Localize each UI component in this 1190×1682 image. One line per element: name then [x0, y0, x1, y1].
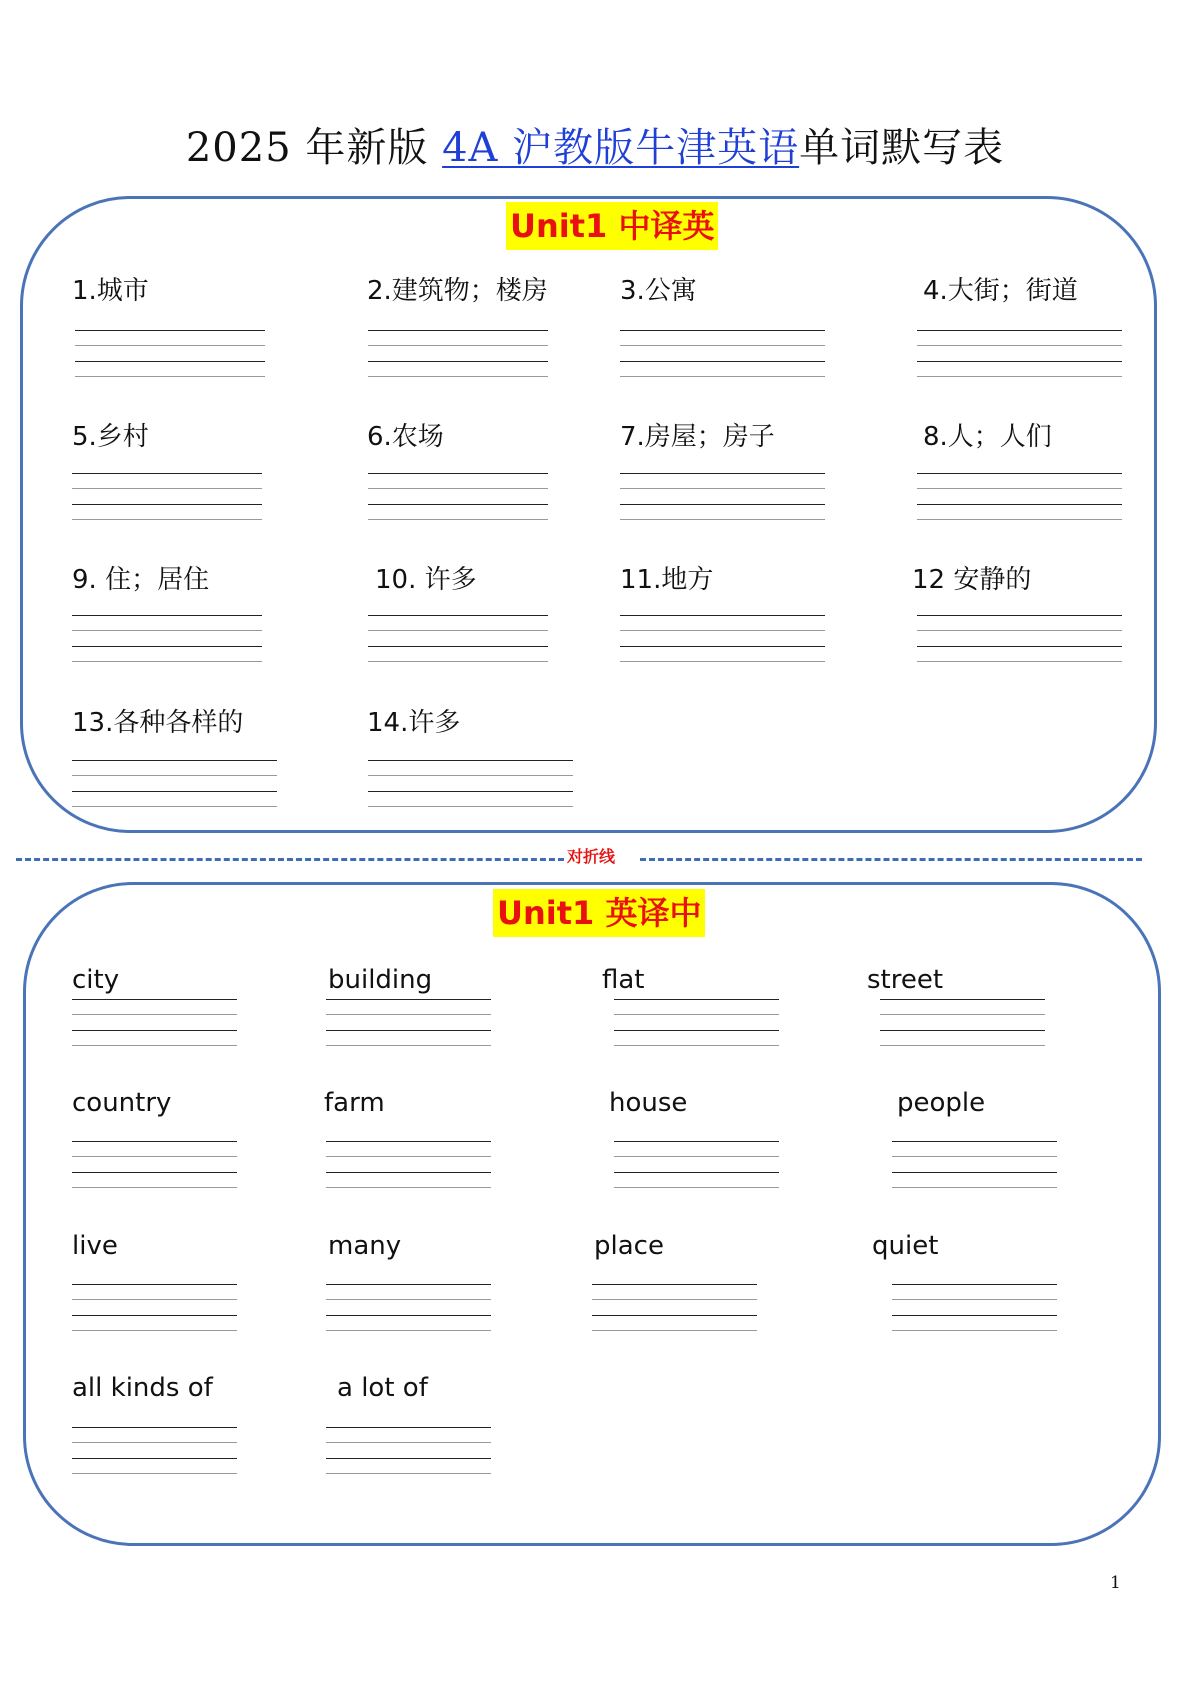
section1-item-4-label: 4.大街；街道	[923, 276, 1078, 306]
write-line	[326, 1458, 491, 1459]
write-line	[892, 1284, 1057, 1285]
write-line	[326, 1156, 491, 1157]
section2-item-7-label: house	[609, 1088, 688, 1118]
fold-line-right	[640, 858, 1142, 861]
write-line	[368, 330, 548, 331]
write-line	[72, 488, 262, 489]
write-line	[592, 1330, 757, 1331]
section1-item-1-label: 1.城市	[72, 276, 149, 306]
write-line	[72, 775, 277, 776]
write-line	[614, 999, 779, 1000]
section2-item-4-label: street	[867, 965, 944, 995]
write-line	[620, 330, 825, 331]
write-line	[72, 1330, 237, 1331]
section1-item-11-answer-lines[interactable]	[620, 615, 825, 663]
write-line	[368, 361, 548, 362]
section2-item-3-label: flat	[602, 965, 645, 995]
section1-item-5-answer-lines[interactable]	[72, 473, 262, 521]
write-line	[368, 775, 573, 776]
write-line	[620, 376, 825, 377]
write-line	[72, 1284, 237, 1285]
write-line	[72, 760, 277, 761]
section1-item-10-answer-lines[interactable]	[368, 615, 548, 663]
write-line	[368, 504, 548, 505]
write-line	[368, 661, 548, 662]
write-line	[614, 1187, 779, 1188]
write-line	[326, 1427, 491, 1428]
section1-item-3-label: 3.公寓	[620, 276, 697, 306]
fold-line-left	[16, 858, 564, 861]
title-highlight: 4A 沪教版牛津英语	[442, 125, 800, 171]
write-line	[620, 661, 825, 662]
write-line	[75, 330, 265, 331]
write-line	[326, 1187, 491, 1188]
section1-item-10-label: 10. 许多	[375, 565, 477, 595]
write-line	[917, 646, 1122, 647]
write-line	[72, 661, 262, 662]
write-line	[614, 1045, 779, 1046]
section2-item-10-label: many	[328, 1231, 402, 1261]
write-line	[368, 473, 548, 474]
write-line	[326, 1442, 491, 1443]
write-line	[72, 1014, 237, 1015]
section1-item-2-answer-lines[interactable]	[368, 330, 548, 378]
write-line	[892, 1299, 1057, 1300]
write-line	[880, 1045, 1045, 1046]
write-line	[620, 646, 825, 647]
section1-item-6-label: 6.农场	[367, 422, 444, 452]
section1-item-8-answer-lines[interactable]	[917, 473, 1122, 521]
write-line	[917, 330, 1122, 331]
section2-item-1-answer-lines[interactable]	[72, 999, 237, 1047]
section1-item-14-answer-lines[interactable]	[368, 760, 573, 808]
write-line	[72, 1473, 237, 1474]
write-line	[326, 1172, 491, 1173]
write-line	[917, 519, 1122, 520]
write-line	[326, 999, 491, 1000]
write-line	[592, 1299, 757, 1300]
section2-item-4-answer-lines[interactable]	[880, 999, 1045, 1047]
section1-item-8-label: 8.人；人们	[923, 422, 1052, 452]
section1-item-13-answer-lines[interactable]	[72, 760, 277, 808]
write-line	[614, 1014, 779, 1015]
section2-item-14-answer-lines[interactable]	[326, 1427, 491, 1475]
write-line	[620, 345, 825, 346]
write-line	[326, 1330, 491, 1331]
write-line	[620, 488, 825, 489]
write-line	[75, 345, 265, 346]
section1-item-9-answer-lines[interactable]	[72, 615, 262, 663]
write-line	[592, 1284, 757, 1285]
write-line	[880, 1014, 1045, 1015]
section1-item-7-label: 7.房屋；房子	[620, 422, 775, 452]
write-line	[614, 1172, 779, 1173]
write-line	[368, 345, 548, 346]
write-line	[892, 1156, 1057, 1157]
write-line	[72, 806, 277, 807]
section2-item-2-answer-lines[interactable]	[326, 999, 491, 1047]
section2-item-7-answer-lines[interactable]	[614, 1141, 779, 1189]
write-line	[620, 361, 825, 362]
section2-item-9-answer-lines[interactable]	[72, 1284, 237, 1332]
section1-heading: Unit1 中译英	[506, 202, 718, 250]
title-part2: 单词默写表	[799, 125, 1005, 171]
write-line	[72, 1045, 237, 1046]
write-line	[72, 1187, 237, 1188]
section1-item-12-label: 12 安静的	[912, 565, 1032, 595]
write-line	[72, 615, 262, 616]
section1-item-6-answer-lines[interactable]	[368, 473, 548, 521]
write-line	[368, 615, 548, 616]
write-line	[614, 1141, 779, 1142]
section2-item-2-label: building	[328, 965, 433, 995]
write-line	[72, 1442, 237, 1443]
write-line	[917, 345, 1122, 346]
section1-item-1-answer-lines[interactable]	[75, 330, 265, 378]
write-line	[326, 1141, 491, 1142]
section1-item-9-label: 9. 住；居住	[72, 565, 210, 595]
write-line	[368, 630, 548, 631]
write-line	[72, 473, 262, 474]
write-line	[72, 1141, 237, 1142]
write-line	[620, 519, 825, 520]
write-line	[368, 376, 548, 377]
fold-label: 对折线	[567, 847, 616, 866]
write-line	[917, 488, 1122, 489]
write-line	[72, 791, 277, 792]
write-line	[620, 630, 825, 631]
section2-item-12-answer-lines[interactable]	[892, 1284, 1057, 1332]
write-line	[326, 1315, 491, 1316]
section2-item-11-answer-lines[interactable]	[592, 1284, 757, 1332]
section2-item-8-answer-lines[interactable]	[892, 1141, 1057, 1189]
write-line	[880, 999, 1045, 1000]
write-line	[72, 999, 237, 1000]
write-line	[620, 615, 825, 616]
write-line	[892, 1141, 1057, 1142]
section2-item-9-label: live	[72, 1231, 118, 1261]
write-line	[75, 361, 265, 362]
write-line	[75, 376, 265, 377]
write-line	[368, 488, 548, 489]
page-number: 1	[1110, 1573, 1121, 1593]
write-line	[326, 1473, 491, 1474]
write-line	[368, 791, 573, 792]
section2-item-8-label: people	[897, 1088, 986, 1118]
write-line	[614, 1030, 779, 1031]
write-line	[892, 1172, 1057, 1173]
write-line	[917, 361, 1122, 362]
write-line	[917, 630, 1122, 631]
section1-item-7-answer-lines[interactable]	[620, 473, 825, 521]
section1-item-5-label: 5.乡村	[72, 422, 149, 452]
write-line	[917, 615, 1122, 616]
section1-item-4-answer-lines[interactable]	[917, 330, 1122, 378]
section1-item-12-answer-lines[interactable]	[917, 615, 1122, 663]
write-line	[72, 1458, 237, 1459]
write-line	[72, 646, 262, 647]
section2-item-1-label: city	[72, 965, 120, 995]
section2-item-6-answer-lines[interactable]	[326, 1141, 491, 1189]
write-line	[620, 504, 825, 505]
write-line	[368, 806, 573, 807]
write-line	[72, 1315, 237, 1316]
section1-item-3-answer-lines[interactable]	[620, 330, 825, 378]
write-line	[326, 1045, 491, 1046]
write-line	[72, 1427, 237, 1428]
section2-item-11-label: place	[594, 1231, 664, 1261]
section2-item-10-answer-lines[interactable]	[326, 1284, 491, 1332]
section1-item-11-label: 11.地方	[620, 565, 714, 595]
write-line	[326, 1014, 491, 1015]
section1-item-13-label: 13.各种各样的	[72, 708, 244, 738]
write-line	[72, 630, 262, 631]
write-line	[72, 1299, 237, 1300]
page-title	[0, 122, 1190, 174]
write-line	[368, 760, 573, 761]
write-line	[917, 504, 1122, 505]
write-line	[72, 1156, 237, 1157]
write-line	[368, 646, 548, 647]
write-line	[72, 519, 262, 520]
write-line	[892, 1330, 1057, 1331]
section1-item-2-label: 2.建筑物；楼房	[367, 276, 548, 306]
write-line	[892, 1315, 1057, 1316]
write-line	[368, 519, 548, 520]
write-line	[620, 473, 825, 474]
section1-item-14-label: 14.许多	[367, 708, 461, 738]
title-part1: 2025 年新版	[185, 125, 443, 171]
section2-item-13-answer-lines[interactable]	[72, 1427, 237, 1475]
section2-item-12-label: quiet	[872, 1231, 939, 1261]
write-line	[72, 1172, 237, 1173]
write-line	[614, 1156, 779, 1157]
write-line	[892, 1187, 1057, 1188]
write-line	[917, 473, 1122, 474]
section2-item-6-label: farm	[324, 1088, 385, 1118]
write-line	[326, 1030, 491, 1031]
write-line	[592, 1315, 757, 1316]
section2-heading: Unit1 英译中	[493, 889, 705, 937]
write-line	[72, 1030, 237, 1031]
write-line	[326, 1299, 491, 1300]
write-line	[72, 504, 262, 505]
write-line	[917, 661, 1122, 662]
section2-item-13-label: all kinds of	[72, 1373, 213, 1403]
section2-item-14-label: a lot of	[337, 1373, 428, 1403]
section2-item-3-answer-lines[interactable]	[614, 999, 779, 1047]
section2-item-5-label: country	[72, 1088, 172, 1118]
write-line	[880, 1030, 1045, 1031]
section2-item-5-answer-lines[interactable]	[72, 1141, 237, 1189]
write-line	[917, 376, 1122, 377]
write-line	[326, 1284, 491, 1285]
